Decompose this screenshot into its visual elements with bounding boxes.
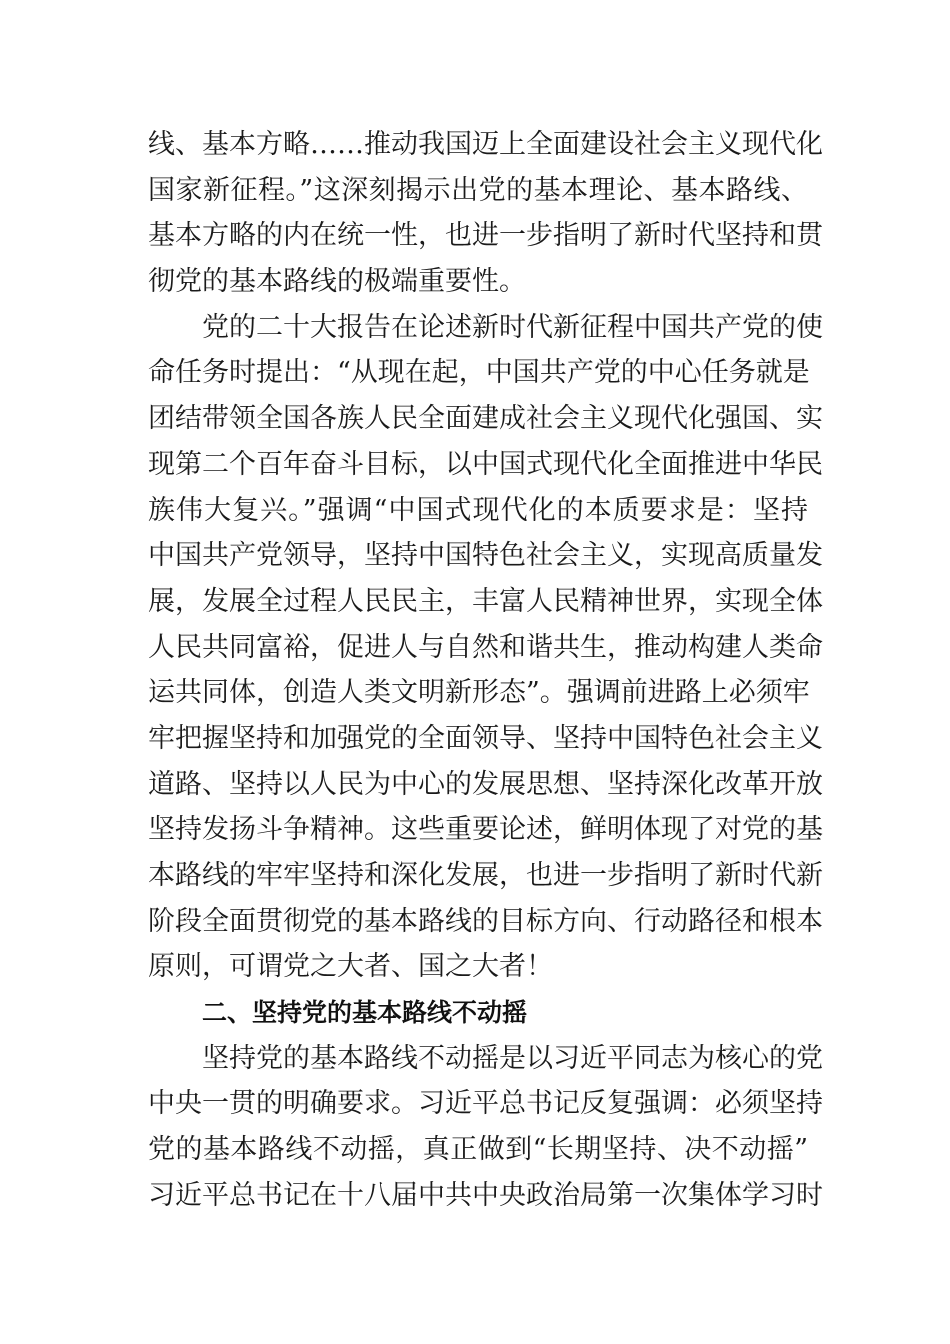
text-line: 中国共产党领导，坚持中国特色社会主义，实现高质量发 xyxy=(148,540,823,572)
text-line: 坚持发扬斗争精神。这些重要论述，鲜明体现了对党的基 xyxy=(148,814,823,846)
document-body xyxy=(148,122,823,1219)
text-line: 基本方略的内在统一性，也进一步指明了新时代坚持和贯 xyxy=(148,220,823,252)
text-line: 中央一贯的明确要求。习近平总书记反复强调：必须坚持 xyxy=(148,1088,823,1120)
text-line: 团结带领全国各族人民全面建成社会主义现代化强国、实 xyxy=(148,403,823,435)
text-line: 阶段全面贯彻党的基本路线的目标方向、行动路径和根本 xyxy=(148,905,823,937)
text-line: 党的基本路线不动摇，真正做到“长期坚持、决不动摇” xyxy=(148,1134,808,1166)
text-line: 牢把握坚持和加强党的全面领导、坚持中国特色社会主义 xyxy=(148,722,823,754)
text-line: 族伟大复兴。”强调“中国式现代化的本质要求是：坚持 xyxy=(148,494,808,526)
text-line: 现第二个百年奋斗目标，以中国式现代化全面推进中华民 xyxy=(148,448,823,480)
text-line: 道路、坚持以人民为中心的发展思想、坚持深化改革开放 xyxy=(148,768,823,800)
text-line: 本路线的牢牢坚持和深化发展，也进一步指明了新时代新 xyxy=(148,860,823,891)
text-line: 运共同体，创造人类文明新形态”。强调前进路上必须牢 xyxy=(148,677,810,709)
text-line: 彻党的基本路线的极端重要性。 xyxy=(148,266,526,298)
paragraph-1 xyxy=(148,122,823,305)
text-line: 坚持党的基本路线不动摇是以习近平同志为核心的党 xyxy=(202,1042,823,1074)
text-line: 线、基本方略……推动我国迈上全面建设社会主义现代化 xyxy=(148,129,823,160)
text-line: 命任务时提出：“从现在起，中国共产党的中心任务就是 xyxy=(148,357,810,389)
section-heading: 二、坚持党的基本路线不动摇 xyxy=(202,998,528,1028)
text-line: 党的二十大报告在论述新时代新征程中国共产党的使 xyxy=(202,311,823,343)
paragraph-2 xyxy=(148,305,823,990)
text-line: 习近平总书记在十八届中共中央政治局第一次集体学习时 xyxy=(148,1179,823,1211)
paragraph-3 xyxy=(148,1036,823,1219)
text-line: 国家新征程。”这深刻揭示出党的基本理论、基本路线、 xyxy=(148,174,808,206)
text-line: 人民共同富裕，促进人与自然和谐共生，推动构建人类命 xyxy=(148,631,823,663)
text-line: 展，发展全过程人民民主，丰富人民精神世界，实现全体 xyxy=(148,585,823,617)
text-line: 原则，可谓党之大者、国之大者！ xyxy=(148,951,553,983)
